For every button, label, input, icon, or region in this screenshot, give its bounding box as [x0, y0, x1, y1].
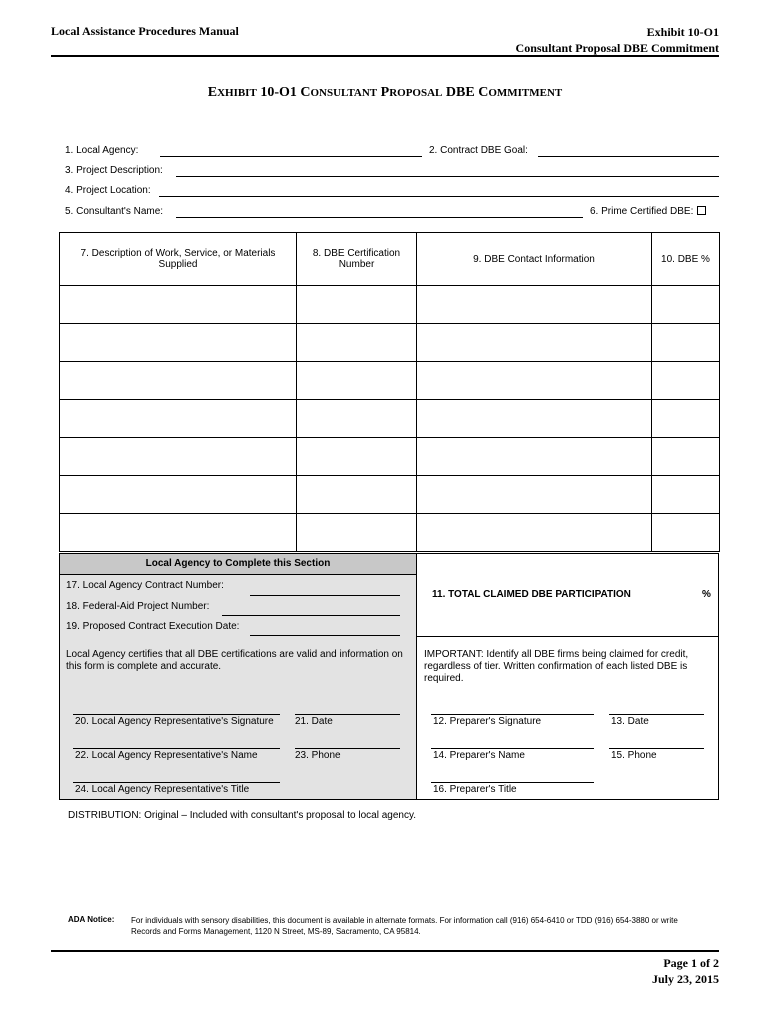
total-percent-sign: % [702, 589, 711, 600]
preparer-title-field[interactable] [431, 782, 594, 783]
certification-cell[interactable] [297, 362, 417, 400]
rep-signature-field[interactable] [73, 714, 280, 715]
total-participation-box [417, 554, 718, 637]
total-participation-label: 11. TOTAL CLAIMED DBE PARTICIPATION [432, 589, 631, 600]
col-certification-header: 8. DBE Certification Number [297, 233, 417, 286]
description-cell[interactable] [60, 514, 297, 552]
preparer-signature-field[interactable] [431, 714, 594, 715]
local-agency-field[interactable] [160, 156, 422, 157]
project-description-field[interactable] [176, 176, 719, 177]
local-agency-label: 1. Local Agency: [65, 145, 139, 156]
table-row [60, 400, 720, 438]
percent-cell[interactable] [652, 476, 720, 514]
certification-cell[interactable] [297, 286, 417, 324]
footer [652, 955, 719, 987]
preparer-date-label: 13. Date [611, 716, 649, 727]
ada-notice-text: For individuals with sensory disabilities, this document is available in alternate formats. For information call (916) 654-6410 or TDD (916) 654-3880 or write Records and Forms Management, 1120 N Street, MS-89, Sacramento, CA 95814. [131, 916, 678, 936]
header-rule [51, 55, 719, 57]
preparer-phone-field[interactable] [609, 748, 704, 749]
execution-date-field[interactable] [250, 635, 400, 636]
exhibit-name: Consultant Proposal DBE Commitment [515, 41, 719, 55]
description-cell[interactable] [60, 438, 297, 476]
preparer-name-field[interactable] [431, 748, 594, 749]
rep-title-label: 24. Local Agency Representative's Title [75, 784, 250, 795]
table-row [60, 476, 720, 514]
percent-cell[interactable] [652, 438, 720, 476]
contract-number-label: 17. Local Agency Contract Number: [66, 580, 224, 591]
percent-cell[interactable] [652, 286, 720, 324]
distribution-note: DISTRIBUTION: Original – Included with consultant's proposal to local agency. [68, 810, 416, 821]
description-cell[interactable] [60, 362, 297, 400]
description-cell[interactable] [60, 476, 297, 514]
ada-notice-label: ADA Notice: [68, 915, 115, 924]
page-title: EXHIBIT 10-O1 CONSULTANT PROPOSAL DBE COMMITMENT [207, 85, 563, 100]
percent-cell[interactable] [652, 362, 720, 400]
table-row [60, 286, 720, 324]
prime-certified-label: 6. Prime Certified DBE: [590, 206, 706, 217]
percent-cell[interactable] [652, 324, 720, 362]
contact-cell[interactable] [417, 400, 652, 438]
rep-title-field[interactable] [73, 782, 280, 783]
contract-number-field[interactable] [250, 595, 400, 596]
table-row [60, 362, 720, 400]
project-location-field[interactable] [159, 196, 719, 197]
manual-title: Local Assistance Procedures Manual [51, 24, 239, 38]
preparer-date-field[interactable] [609, 714, 704, 715]
contact-cell[interactable] [417, 476, 652, 514]
preparer-signature-label: 12. Preparer's Signature [433, 716, 542, 727]
description-cell[interactable] [60, 286, 297, 324]
consultant-name-label: 5. Consultant's Name: [65, 206, 164, 217]
project-description-label: 3. Project Description: [65, 165, 163, 176]
federal-aid-label: 18. Federal-Aid Project Number: [66, 601, 210, 612]
contact-cell[interactable] [417, 324, 652, 362]
rep-date-field[interactable] [295, 714, 400, 715]
prime-certified-checkbox[interactable] [697, 206, 706, 215]
certification-cell[interactable] [297, 476, 417, 514]
table-row [60, 438, 720, 476]
exhibit-header [516, 24, 719, 56]
consultant-name-field[interactable] [176, 217, 583, 218]
local-agency-section-heading: Local Agency to Complete this Section [60, 554, 416, 575]
project-location-label: 4. Project Location: [65, 185, 151, 196]
certification-cell[interactable] [297, 438, 417, 476]
col-description-header: 7. Description of Work, Service, or Materials Supplied [60, 233, 297, 286]
contact-cell[interactable] [417, 286, 652, 324]
table-header-row [60, 233, 720, 286]
description-cell[interactable] [60, 324, 297, 362]
preparer-name-label: 14. Preparer's Name [433, 750, 525, 761]
rep-phone-label: 23. Phone [295, 750, 341, 761]
execution-date-label: 19. Proposed Contract Execution Date: [66, 621, 240, 632]
rep-phone-field[interactable] [295, 748, 400, 749]
preparer-phone-label: 15. Phone [611, 750, 657, 761]
contact-cell[interactable] [417, 514, 652, 552]
col-contact-header: 9. DBE Contact Information [417, 233, 652, 286]
page-number: Page 1 of 2 [663, 956, 719, 970]
contact-cell[interactable] [417, 362, 652, 400]
contract-goal-label: 2. Contract DBE Goal: [429, 145, 528, 156]
footer-rule [51, 950, 719, 952]
preparer-title-label: 16. Preparer's Title [433, 784, 517, 795]
federal-aid-field[interactable] [222, 615, 400, 616]
description-cell[interactable] [60, 400, 297, 438]
contact-cell[interactable] [417, 438, 652, 476]
revision-date: July 23, 2015 [651, 972, 719, 986]
certification-statement: Local Agency certifies that all DBE certifications are valid and information on this form is complete and accurate. [66, 649, 403, 672]
exhibit-number: Exhibit 10-O1 [646, 25, 719, 39]
contract-goal-field[interactable] [538, 156, 719, 157]
percent-cell[interactable] [652, 514, 720, 552]
bottom-section [59, 553, 719, 800]
percent-cell[interactable] [652, 400, 720, 438]
certification-cell[interactable] [297, 324, 417, 362]
dbe-table [59, 232, 720, 552]
col-percent-header: 10. DBE % [652, 233, 720, 286]
table-row [60, 514, 720, 552]
rep-name-field[interactable] [73, 748, 280, 749]
important-note: IMPORTANT: Identify all DBE firms being claimed for credit, regardless of tier. Written confirmation of each listed DBE is required. [424, 649, 689, 684]
table-row [60, 324, 720, 362]
local-agency-section [60, 554, 417, 799]
rep-date-label: 21. Date [295, 716, 333, 727]
certification-cell[interactable] [297, 400, 417, 438]
rep-signature-label: 20. Local Agency Representative's Signature [75, 716, 274, 727]
rep-name-label: 22. Local Agency Representative's Name [75, 750, 258, 761]
certification-cell[interactable] [297, 514, 417, 552]
